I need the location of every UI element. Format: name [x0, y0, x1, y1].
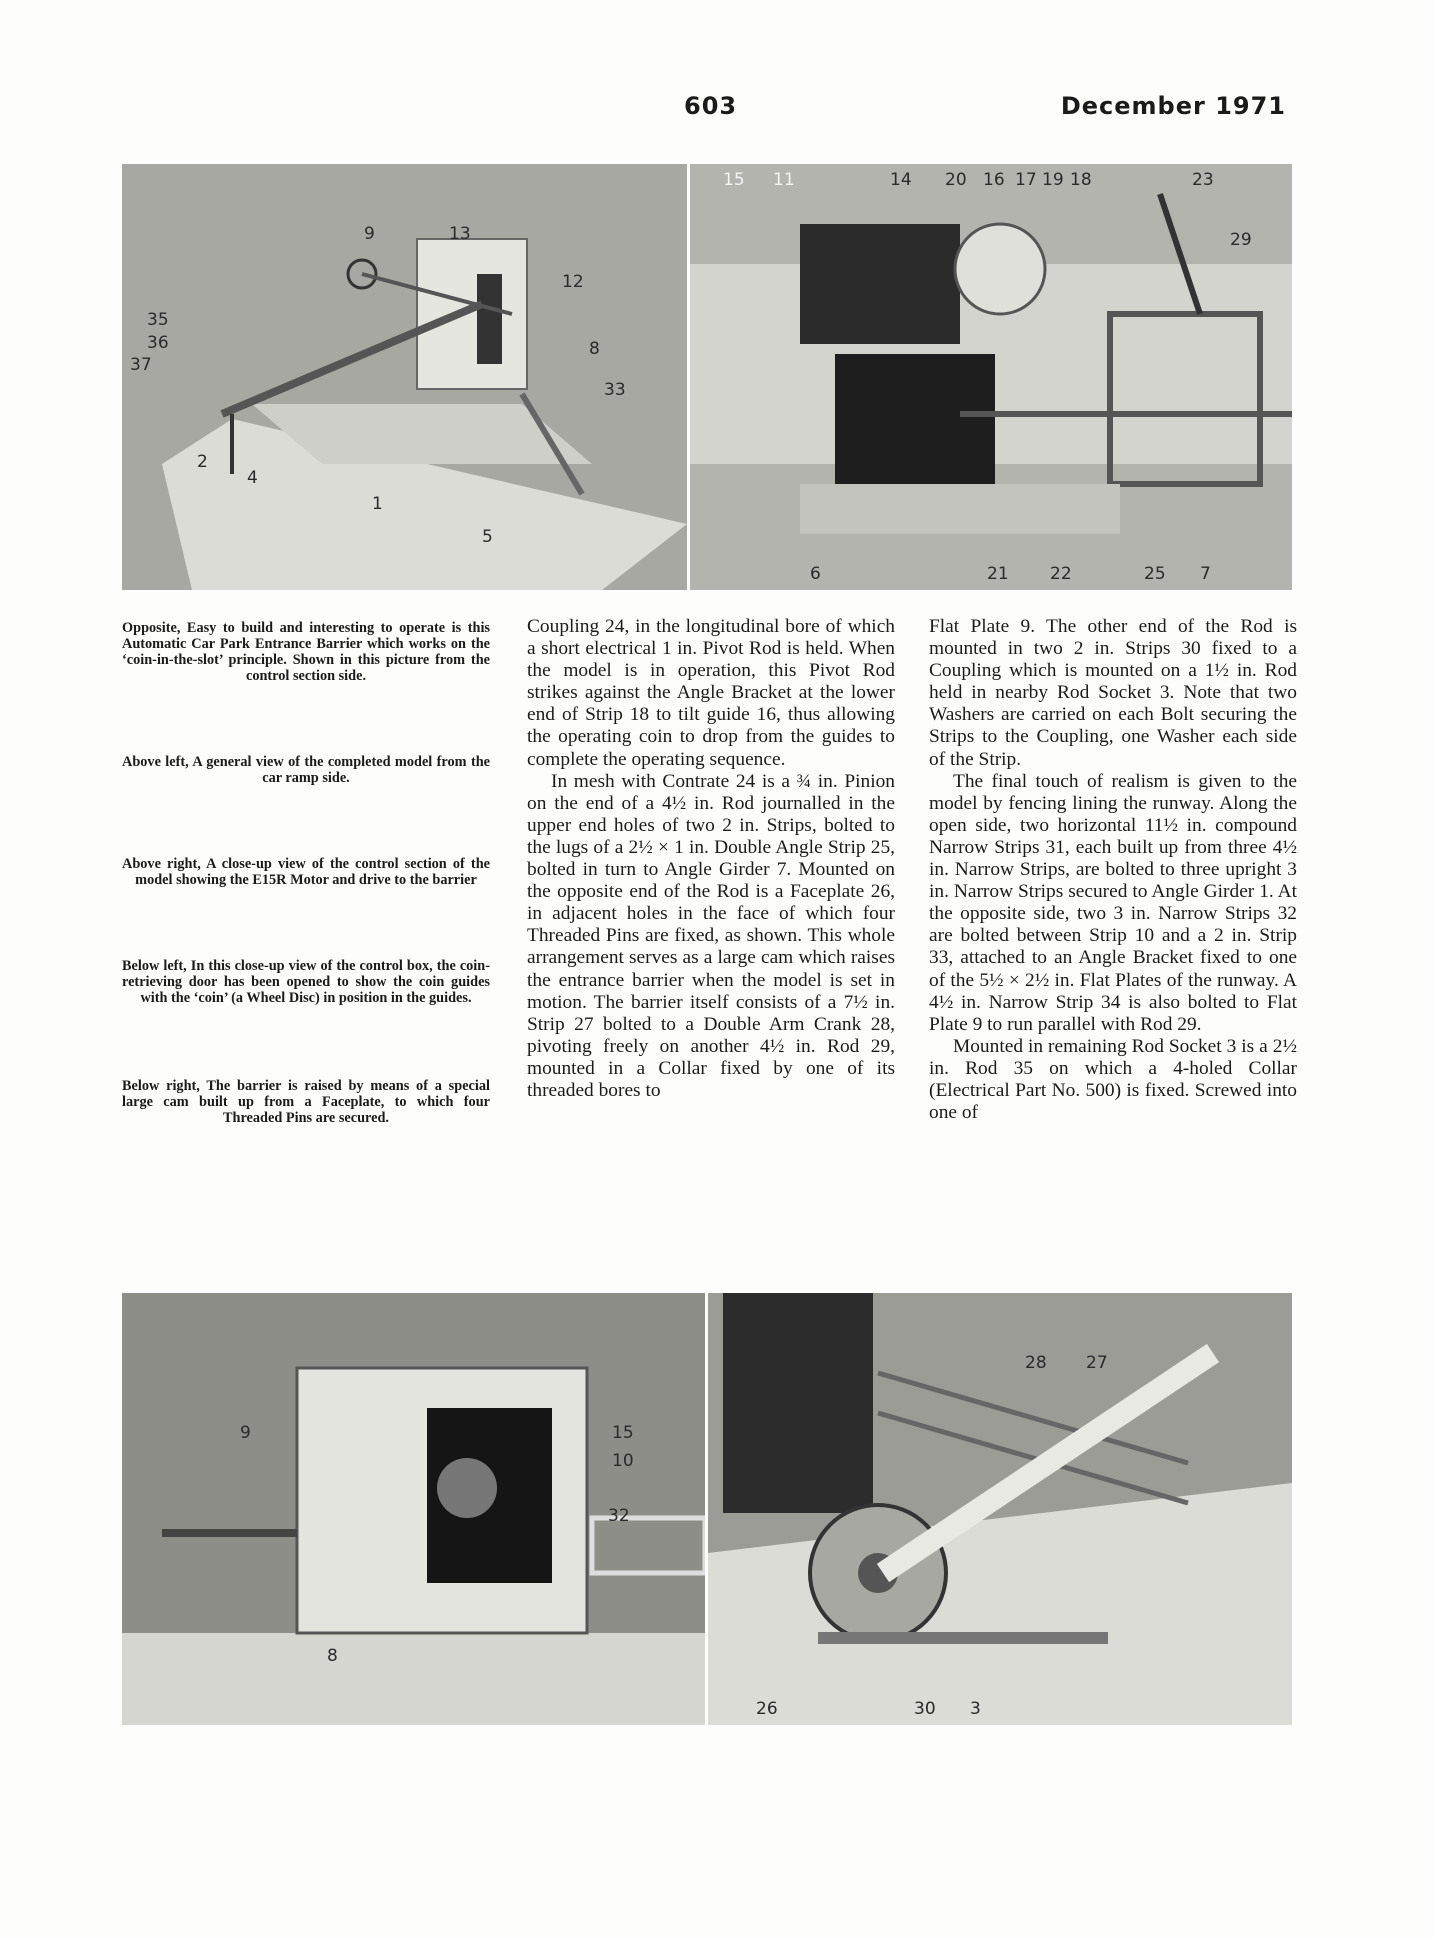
callout-26: 26: [756, 1699, 778, 1719]
callout-11: 11: [773, 170, 795, 190]
paragraph: Flat Plate 9. The other end of the Rod is mounted in two 2 in. Strips 30 fixed to a Coupling which is mounted on a 1½ in. Rod held in nearby Rod Socket 3. Note that two Washers are carried on each Bolt securing the Strips to the Coupling, one Washer each side of the Strip.: [929, 616, 1297, 770]
callout-8: 8: [327, 1646, 338, 1666]
body-column-2: [527, 616, 895, 1102]
callout-4: 4: [247, 468, 258, 488]
callout-27: 27: [1086, 1353, 1108, 1373]
callout-16: 16: [983, 170, 1005, 190]
callout-17: 17: [1015, 170, 1037, 190]
callout-30: 30: [914, 1699, 936, 1719]
callout-14: 14: [890, 170, 912, 190]
body-column-3: [929, 616, 1297, 1124]
caption-below-left: Below left, In this close-up view of the control box, the coin-retrieving door has been opened to show the coin guides with the ‘coin’ (a Wheel Disc) in position in the guides.: [122, 958, 490, 1006]
callout-23: 23: [1192, 170, 1214, 190]
model-illustration: [122, 164, 687, 590]
paragraph: Coupling 24, in the longitudinal bore of which a short electrical 1 in. Pivot Rod is held. When the model is in operation, this Pivot Rod strikes against the Angle Bracket at the lower end of Strip 18 to tilt guide 16, thus allowing the operating coin to drop from the guides to complete the operating sequence.: [527, 616, 895, 770]
paragraph: In mesh with Contrate 24 is a ¾ in. Pinion on the end of a 4½ in. Rod journalled in the upper end holes of two 2 in. Strips, bolted to the lugs of a 2½ × 1 in. Double Angle Strip 25, bolted in turn to Angle Girder 7. Mounted on the opposite end of the Rod is a Faceplate 26, in adjacent holes in the face of which four Threaded Pins are fixed, as shown. This whole arrangement serves as a large cam which raises the entrance barrier when the model is set in motion. The barrier itself consists of a 7½ in. Strip 27 bolted to a Double Arm Crank 28, pivoting freely on another 4½ in. Rod 29, mounted in a Collar fixed by one of its threaded bores to: [527, 770, 895, 1101]
callout-9: 9: [364, 224, 375, 244]
callout-36: 36: [147, 333, 169, 353]
callout-15: 15: [612, 1423, 634, 1443]
caption-above-right: Above right, A close-up view of the control section of the model showing the E15R Motor and drive to the barrier: [122, 856, 490, 888]
paragraph: Mounted in remaining Rod Socket 3 is a 2½ in. Rod 35 on which a 4-holed Collar (Electrical Part No. 500) is fixed. Screwed into one of: [929, 1035, 1297, 1124]
callout-35: 35: [147, 310, 169, 330]
callout-5: 5: [482, 527, 493, 547]
callout-10: 10: [612, 1451, 634, 1471]
callout-28: 28: [1025, 1353, 1047, 1373]
issue-date: December 1971: [1060, 92, 1286, 120]
callout-22: 22: [1050, 564, 1072, 584]
caption-column: [122, 620, 490, 1126]
model-illustration: [690, 164, 1292, 590]
callout-9: 9: [240, 1423, 251, 1443]
model-illustration: [708, 1293, 1292, 1725]
caption-below-right: Below right, The barrier is raised by means of a special large cam built up from a Faceplate, to which four Threaded Pins are secured.: [122, 1078, 490, 1126]
photo-control-section: [690, 164, 1292, 590]
caption-opposite: Opposite, Easy to build and interesting to operate is this Automatic Car Park Entrance Barrier which works on the ‘coin-in-the-slot’ principle. Shown in this picture from the control section side.: [122, 620, 490, 684]
photo-control-box: [122, 1293, 705, 1725]
callout-2: 2: [197, 452, 208, 472]
callout-6: 6: [810, 564, 821, 584]
page-number: 603: [684, 92, 738, 120]
caption-above-left: Above left, A general view of the completed model from the car ramp side.: [122, 754, 490, 786]
photo-barrier-cam: [708, 1293, 1292, 1725]
callout-21: 21: [987, 564, 1009, 584]
callout-1: 1: [372, 494, 383, 514]
callout-20: 20: [945, 170, 967, 190]
paragraph: The final touch of realism is given to the model by fencing lining the runway. Along the open side, two horizontal 11½ in. compound Narrow Strips 31, each built up from three 4½ in. Narrow Strips, are bolted to three upright 3 in. Narrow Strips secured to Angle Girder 1. At the opposite side, two 3 in. Narrow Strips 32 are bolted between Strip 10 and a 2 in. Strip 33, attached to an Angle Bracket fixed to one of the 5½ × 2½ in. Flat Plates of the runway. A 4½ in. Narrow Strip 34 is also bolted to Flat Plate 9 to run parallel with Rod 29.: [929, 770, 1297, 1035]
callout-33: 33: [604, 380, 626, 400]
callout-13: 13: [449, 224, 471, 244]
callout-32: 32: [608, 1506, 630, 1526]
callout-3: 3: [970, 1699, 981, 1719]
callout-15: 15: [723, 170, 745, 190]
callout-29: 29: [1230, 230, 1252, 250]
callout-18: 18: [1070, 170, 1092, 190]
callout-7: 7: [1200, 564, 1211, 584]
callout-8: 8: [589, 339, 600, 359]
callout-37: 37: [130, 355, 152, 375]
callout-25: 25: [1144, 564, 1166, 584]
callout-19: 19: [1042, 170, 1064, 190]
photo-general-view: [122, 164, 687, 590]
callout-12: 12: [562, 272, 584, 292]
